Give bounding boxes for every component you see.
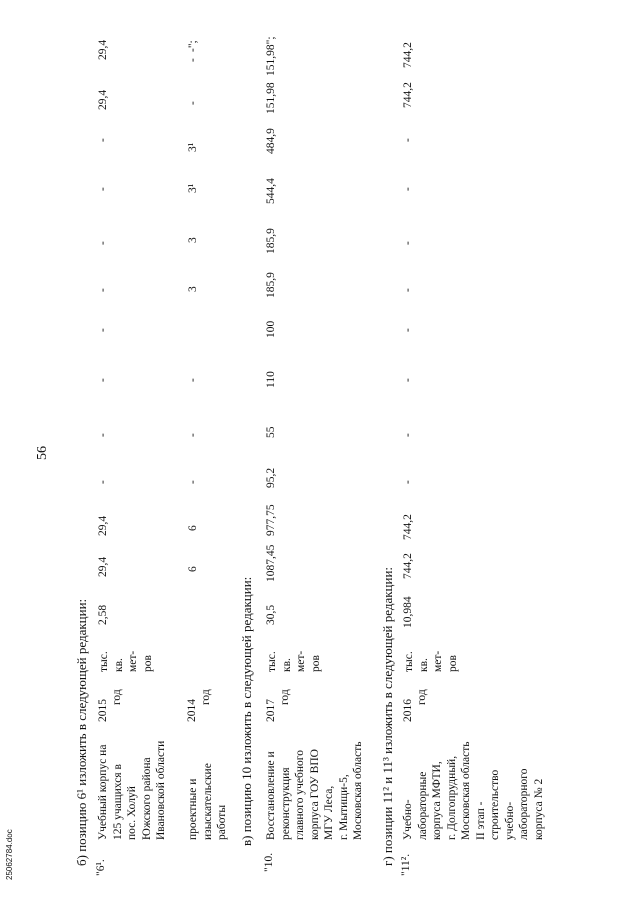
row-10-year: 2017: [265, 699, 277, 722]
row-6-1-unit: тыс. кв. мет- ров: [98, 650, 154, 672]
row-11-2-v3: -: [402, 378, 414, 382]
row-6-1-project-v7: 3¹: [187, 142, 199, 152]
row-10-cost-remaining: 977,75: [265, 504, 277, 536]
heading-v: в) позицию 10 изложить в следующей редакции:: [239, 576, 254, 846]
row-6-1-cost-total: 29,4: [97, 556, 109, 577]
row-11-2-unit: тыс. кв. мет- ров: [403, 650, 459, 672]
row-11-2-v5: -: [402, 288, 414, 292]
row-11-2-e2: 744,2: [402, 42, 414, 68]
row-11-2-year-unit: год: [416, 689, 428, 705]
row-10-v2: 55: [265, 426, 277, 438]
row-6-1-v7: -: [97, 187, 109, 191]
row-11-2-v2: -: [402, 433, 414, 437]
row-6-1-capacity: 2,58: [97, 604, 109, 625]
row-10-v5: 185,9: [265, 272, 277, 298]
row-6-1-project-v4: 3: [187, 286, 199, 292]
row-10-v3: 110: [265, 371, 277, 388]
row-6-1-project-e1: -: [187, 58, 199, 62]
row-6-1-project-v3: -: [187, 378, 199, 382]
row-10-e2: 151,98";: [265, 36, 277, 76]
row-11-2-v8: -: [402, 138, 414, 142]
row-10-v6: 185,9: [265, 228, 277, 254]
row-11-2-e1: 744,2: [402, 82, 414, 108]
row-6-1-project-cost-remaining: 6: [187, 525, 199, 531]
row-6-1-v2: -: [97, 433, 109, 437]
heading-g: г) позиции 11² и 11³ изложить в следующей редакции:: [380, 566, 395, 866]
row-11-2-v4: -: [402, 328, 414, 332]
row-10-number: "10.: [263, 852, 275, 872]
row-11-2-number: "11².: [400, 853, 412, 876]
row-6-1-e1: 29,4: [97, 89, 109, 110]
row-6-1-v8: -: [97, 138, 109, 142]
row-10-e1: 151,98: [265, 82, 277, 114]
heading-b: б) позицию 6¹ изложить в следующей редакции:: [74, 598, 89, 866]
row-6-1-v3: -: [97, 378, 109, 382]
row-10-v7: 544,4: [265, 178, 277, 204]
row-6-1-project-year-unit: год: [200, 689, 212, 705]
row-11-2-name: Учебно- лабораторные корпуса МФТИ, г. Долгопрудный, Московская область II этап - строительство учебно- лабораторного корпуса № 2: [402, 741, 545, 840]
row-10-v8: 484,9: [265, 128, 277, 154]
page-number: 56: [35, 446, 50, 460]
row-6-1-project-e2: -";: [187, 40, 199, 52]
row-10-capacity: 30,5: [265, 604, 277, 625]
row-6-1-year-unit: год: [111, 689, 123, 705]
row-6-1-cost-remaining: 29,4: [97, 515, 109, 536]
row-6-1-project-v8: -: [187, 101, 199, 105]
row-10-name: Восстановление и реконструкция главного учебного корпуса ГОУ ВПО МГУ Леса, г. Мытищи-5, Московская область: [265, 741, 364, 840]
row-10-year-unit: год: [279, 689, 291, 705]
row-10-unit: тыс. кв. мет- ров: [266, 650, 322, 672]
row-6-1-project-cost-total: 6: [187, 566, 199, 572]
row-6-1-e2: 29,4: [97, 39, 109, 60]
row-11-2-v1: -: [402, 480, 414, 484]
row-11-2-capacity: 10,984: [402, 596, 414, 628]
row-11-2-year: 2016: [402, 699, 414, 722]
row-6-1-project-year: 2014: [186, 699, 198, 722]
row-6-1-name: Учебный корпус на 125 учащихся в пос. Холуй Южского района Ивановской области: [97, 740, 167, 840]
row-10-v1: 95,2: [265, 467, 277, 488]
row-11-2-cost-remaining: 744,2: [402, 514, 414, 540]
row-11-2-cost-total: 744,2: [402, 553, 414, 579]
row-6-1-v6: -: [97, 241, 109, 245]
row-6-1-project-v5: 3: [187, 237, 199, 243]
row-11-2-v6: -: [402, 241, 414, 245]
row-6-1-number: "6¹.: [95, 859, 107, 876]
row-6-1-project-v2: -: [187, 433, 199, 437]
footer-filename: 25062784.doc: [5, 829, 14, 880]
row-6-1-project-name: проектные и изыскательские работы: [187, 763, 228, 840]
row-6-1-v5: -: [97, 288, 109, 292]
row-11-2-v7: -: [402, 187, 414, 191]
row-6-1-v4: -: [97, 328, 109, 332]
row-6-1-year: 2015: [97, 699, 109, 722]
row-6-1-project-v1: -: [187, 480, 199, 484]
row-10-cost-total: 1087,45: [265, 544, 277, 582]
row-10-v4: 100: [265, 320, 277, 338]
row-6-1-project-v6: 3¹: [187, 183, 199, 193]
row-6-1-v1: -: [97, 480, 109, 484]
